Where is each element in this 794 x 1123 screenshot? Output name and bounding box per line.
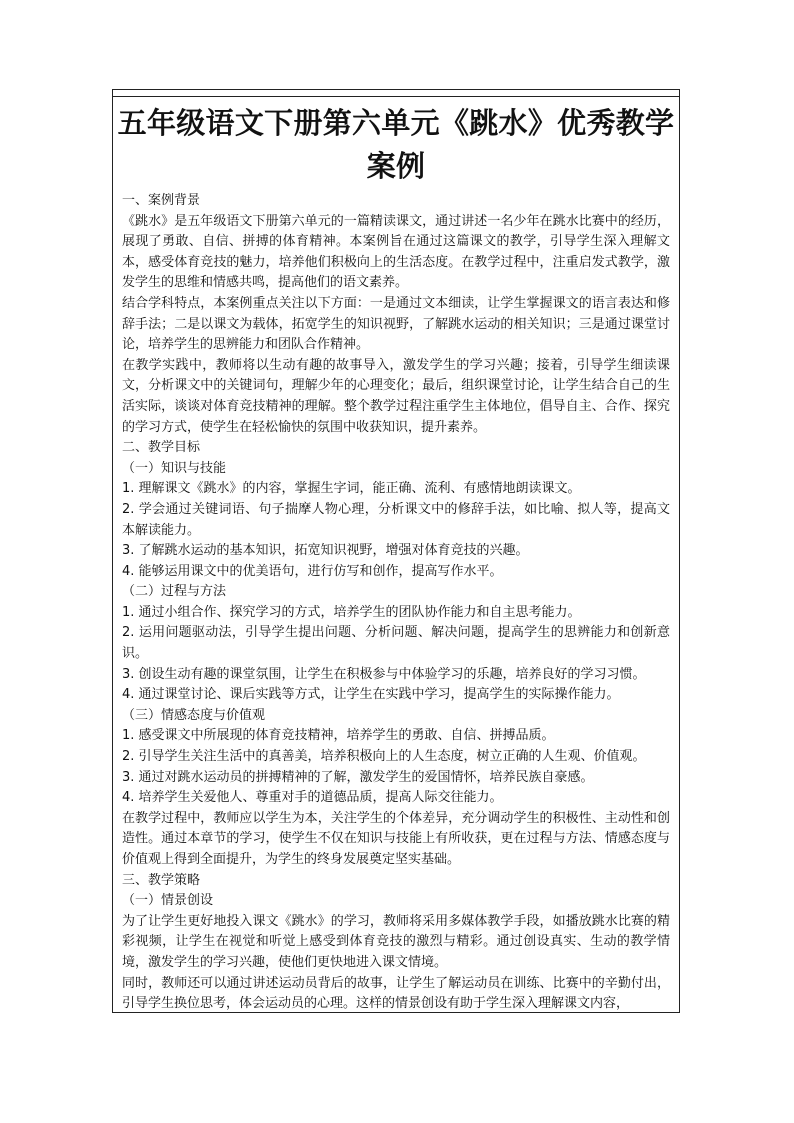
list-item: 2. 学会通过关键词语、句子揣摩人物心理，分析课文中的修辞手法，如比喻、拟人等，提高文本解读能力。 — [122, 501, 670, 538]
section-heading-background: 一、案例背景 — [122, 193, 201, 208]
list-item: 1. 感受课文中所展现的体育竞技精神，培养学生的勇敢、自信、拼搏品质。 — [122, 728, 555, 744]
subheading-process-method: （二）过程与方法 — [122, 584, 227, 600]
list-item: 2. 引导学生关注生活中的真善美，培养积极向上的人生态度，树立正确的人生观、价值观。 — [122, 749, 646, 765]
paragraph: 为了让学生更好地投入课文《跳水》的学习，教师将采用多媒体教学手段，如播放跳水比赛的精彩视频，让学生在视觉和听觉上感受到体育竞技的激烈与精彩。通过创设真实、生动的教学情境，激发学生的学习兴趣，使他们更快地进入课文情境。 — [122, 913, 670, 970]
document-body — [113, 191, 679, 1013]
list-item: 4. 能够运用课文中的优美语句，进行仿写和创作，提高写作水平。 — [122, 563, 503, 579]
paragraph: 《跳水》是五年级语文下册第六单元的一篇精读课文，通过讲述一名少年在跳水比赛中的经历，展现了勇敢、自信、拼搏的体育精神。本案例旨在通过这篇课文的教学，引导学生深入理解文本，感受体育竞技的魅力，培养他们积极向上的生活态度。在教学过程中，注重启发式教学，激发学生的思维和情感共鸣，提高他们的语文素养。 — [122, 213, 670, 291]
list-item: 3. 了解跳水运动的基本知识，拓宽知识视野，增强对体育竞技的兴趣。 — [122, 543, 529, 559]
document-title: 五年级语文下册第六单元《跳水》优秀教学案例 — [117, 106, 675, 183]
list-item: 3. 创设生动有趣的课堂氛围，让学生在积极参与中体验学习的乐趣，培养良好的学习习惯。 — [122, 666, 646, 682]
section-heading-strategy: 三、教学策略 — [122, 872, 201, 888]
paragraph: 同时，教师还可以通过讲述运动员背后的故事，让学生了解运动员在训练、比赛中的辛勤付出，引导学生换位思考，体会运动员的心理。这样的情景创设有助于学生深入理解课文内容， — [122, 975, 670, 1012]
list-item: 4. 通过课堂讨论、课后实践等方式，让学生在实践中学习，提高学生的实际操作能力。 — [122, 687, 620, 703]
list-item: 1. 理解课文《跳水》的内容，掌握生字词，能正确、流利、有感情地朗读课文。 — [122, 481, 581, 497]
paragraph: 在教学实践中，教师将以生动有趣的故事导入，激发学生的学习兴趣；接着，引导学生细读课文，分析课文中的关键词句，理解少年的心理变化；最后，组织课堂讨论，让学生结合自己的生活实际，谈谈对体育竞技精神的理解。整个教学过程注重学生主体地位，倡导自主、合作、探究的学习方式，使学生在轻松愉快的氛围中收获知识，提升素养。 — [122, 357, 670, 435]
paragraph: 结合学科特点，本案例重点关注以下方面：一是通过文本细读，让学生掌握课文的语言表达和修辞手法；二是以课文为载体，拓宽学生的知识视野，了解跳水运动的相关知识；三是通过课堂讨论，培养学生的思辨能力和团队合作精神。 — [122, 295, 670, 353]
list-item: 3. 通过对跳水运动员的拼搏精神的了解，激发学生的爱国情怀，培养民族自豪感。 — [122, 769, 594, 785]
section-heading-goals: 二、教学目标 — [122, 440, 201, 456]
subheading-knowledge-skills: （一）知识与技能 — [122, 460, 227, 476]
subheading-scenario: （一）情景创设 — [122, 893, 214, 909]
subheading-emotion-values: （三）情感态度与价值观 — [122, 707, 266, 723]
list-item: 2. 运用问题驱动法，引导学生提出问题、分析问题、解决问题，提高学生的思辨能力和创新意识。 — [122, 625, 670, 662]
paragraph: 在教学过程中，教师应以学生为本，关注学生的个体差异，充分调动学生的积极性、主动性和创造性。通过本章节的学习，使学生不仅在知识与技能上有所收获，更在过程与方法、情感态度与价值观上得到全面提升，为学生的终身发展奠定坚实基础。 — [122, 810, 670, 867]
list-item: 4. 培养学生关爱他人、尊重对手的道德品质，提高人际交往能力。 — [122, 790, 503, 806]
list-item: 1. 通过小组合作、探究学习的方式，培养学生的团队协作能力和自主思考能力。 — [122, 604, 581, 620]
document-frame — [112, 89, 680, 1013]
